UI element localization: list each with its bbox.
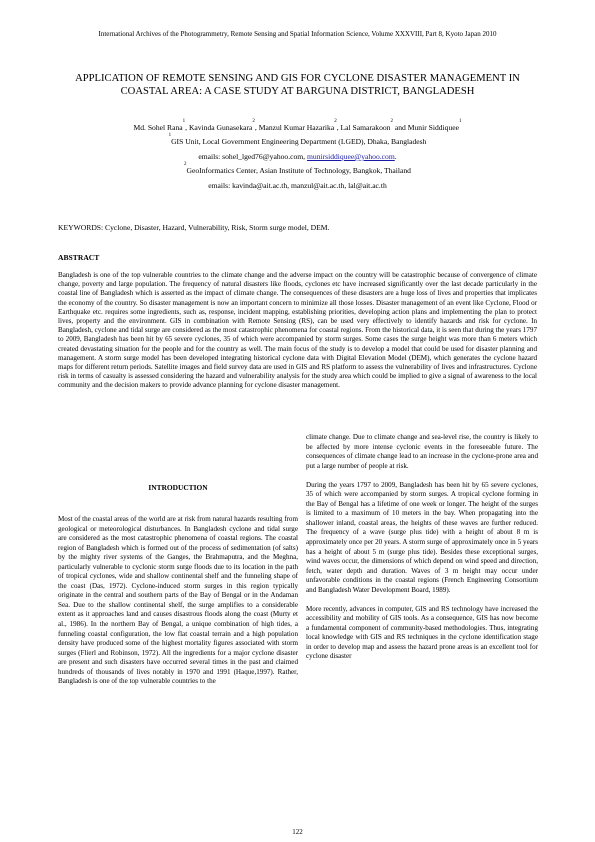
author-affiliation-mark: 1	[459, 119, 462, 124]
page-number: 122	[292, 828, 303, 836]
abstract-heading: ABSTRACT	[58, 253, 100, 262]
introduction-heading: INTRODUCTION	[148, 483, 208, 492]
paragraph: Most of the coastal areas of the world are at risk from natural hazards resulting from geological or meteorological disturbances. In Bangladesh cyclone and tidal surge are considered as the most catastrophic phenomena of coastal regions. The coastal region of Bangladesh which is formed out of the process of sedimentation (of salts) by the mighty river systems of the Ganges, the Brahmaputra, and the Meghna, particularly vulnerable to cyclonic storm surge floods due to its location in the path of tropical cyclones, wide and shallow continental shelf and the funneling shape of the coast (Das, 1972). Cyclone-induced storm surges in this region typically originate in the central and southern parts of the Bay of Bengal or in the Andaman Sea. Due to the shallow continental shelf, the surge amplifies to a considerable extent as it approaches land and causes disastrous floods along the coast (Murty et al., 1986). In the northern Bay of Bengal, a unique combination of high tides, a funneling coastal configuration, the low flat coastal terrain and a high population density have produced some of the highest mortality figures associated with storm surges (Flierl and Robinson, 1972). All the ingredients for a major cyclone disaster are present and such disasters have occurred several times in the past and claimed hundreds of thousands of lives notably in 1970 and 1991 (Haque,1997). Rather, Bangladesh is one of the top vulnerable countries to the	[58, 515, 298, 686]
author-name: Kavinda Gunasekara	[188, 123, 253, 132]
paragraph: climate change. Due to climate change and sea-level rise, the country is likely to be affected by more intense cyclonic events in the foreseeable future. The consequences of climate change lead to an increase in the cyclone-prone area and put a large number of people at risk.	[306, 433, 538, 470]
emails-2: emails: kavinda@ait.ac.th, manzul@ait.ac.th, lal@ait.ac.th	[208, 180, 387, 190]
emails-1: emails: sohel_lged76@yahoo.com, munirsiddiquee@yahoo.com.	[198, 151, 397, 161]
paragraph: More recently, advances in computer, GIS and RS technology have increased the accessibility and mobility of GIS tools. As a consequence, GIS has now become a fundamental component of community-based methodologies. Thus, integrating local knowledge with GIS and RS techniques in the cyclone identification stage in order to develop map and assess the hazard prone areas is an excellent tool for cyclone disaster	[306, 604, 538, 661]
author-affiliation-mark: 1	[182, 119, 186, 124]
author-name: Md. Sohel Rana	[133, 123, 183, 132]
author-name: Lal Samarakoon	[340, 123, 391, 132]
keywords: KEYWORDS: Cyclone, Disaster, Hazard, Vulnerability, Risk, Storm surge model, DEM.	[58, 223, 330, 232]
affiliation-1: $^1$GIS Unit, Local Government Engineering Department (LGED), Dhaka, Bangladesh	[168, 133, 427, 147]
author-affiliation-mark: 2	[334, 119, 337, 124]
email-link[interactable]: munirsiddiquee@yahoo.com	[306, 151, 395, 161]
paper-title: APPLICATION OF REMOTE SENSING AND GIS FOR CYCLONE DISASTER MANAGEMENT IN COASTAL AREA: A CASE STUDY AT BARGUNA DISTRICT, BANGLADESH	[75, 73, 520, 97]
running-header: International Archives of the Photogrammetry, Remote Sensing and Spatial Information Science, Volume XXXVIII, Part 8, Kyoto Japan 2010	[98, 30, 497, 38]
paragraph: During the years 1797 to 2009, Bangladesh has been hit by 65 severe cyclones, 35 of which were accompanied by storm surges. A tropical cyclone forming in the Bay of Bengal has a lifetime of one week or longer. The height of the surges is limited to a maximum of 10 meters in the bay. When propagating into the shallower inland, coastal areas, the heights of these waves are further reduced. The frequency of a wave (surge plus tide) with a height of about 8 m is approximately once per 20 years. A storm surge of approximately once in 5 years has a height of about 5 m (surge plus tide). Besides these exceptional surges, wind waves occur, the dimensions of which depend on wind speed and direction, fetch, water depth and duration. Waves of 3 m height may occur under unfavorable conditions in the coastal regions (French Engineering Consortium and Bangladesh Water Development Board, 1989).	[306, 480, 538, 594]
affiliation-2: $^2$GeoInformatics Center, Asian Institute of Technology, Bangkok, Thailand	[184, 162, 411, 176]
author-list: Md. Sohel Rana$^1$, Kavinda Gunasekara$^2$, Manzul Kumar Hazarika$^2$, Lal Samarakoon$^2$ and Munir Siddiquee$^1$	[133, 119, 462, 132]
author-affiliation-mark: 2	[390, 119, 393, 124]
abstract-text: Bangladesh is one of the top vulnerable countries to the climate change and the adverse impact on the country will be catastrophic because of convergence of climate change, poverty and large population. The frequency of natural disasters like floods, cyclones etc have increased significantly over the last decade particularly in the coastal line of Bangladesh which is asserted as the impact of climate change. The consequences of these disasters are a huge loss of lives and properties that implicates the economy of the country. So disaster management is now an important concern to minimize all those losses. Disaster management of an event like Cyclone, Flood or Earthquake etc. requires some ingredients, such as, response, incident mapping, establishing priorities, developing action plans and implementing the plan to protect lives, property and the environment. GIS in combination with Remote Sensing (RS), can be used very effectively to identify hazards and risk for cyclone. In Bangladesh, cyclone and tidal surge are considered as the most catastrophic phenomena for coastal regions. From the historical data, it is seen that during the years 1797 to 2009, Bangladesh has been hit by 65 severe cyclones, 35 of which were accompanied by storm surges. Some cases the surge height was more than 6 meters which created devastating situation for the people and for the country as well. The main focus of the study is to develop a model that could be used for disaster planning and management. A storm surge model has been developed integrating historical cyclone data with Digital Elevation Model (DEM), which generates the cyclone hazard maps for different return periods. Satellite images and field survey data are used in GIS and RS platform to assess the vulnerability of lives and infrastructures. Cyclone risk in terms of casualty is assessed considering the hazard and vulnerability analysis for the study area which could be implied to give a signal of awareness to the local community and the decision makers to provide advance planning for cyclone disaster management.	[58, 271, 537, 390]
author-name: Manzul Kumar Hazarika	[258, 123, 335, 132]
author-affiliation-mark: 2	[252, 119, 255, 124]
author-block	[60, 121, 535, 193]
right-column	[306, 433, 538, 662]
author-name: Munir Siddiquee	[407, 123, 459, 132]
left-column	[58, 515, 298, 687]
